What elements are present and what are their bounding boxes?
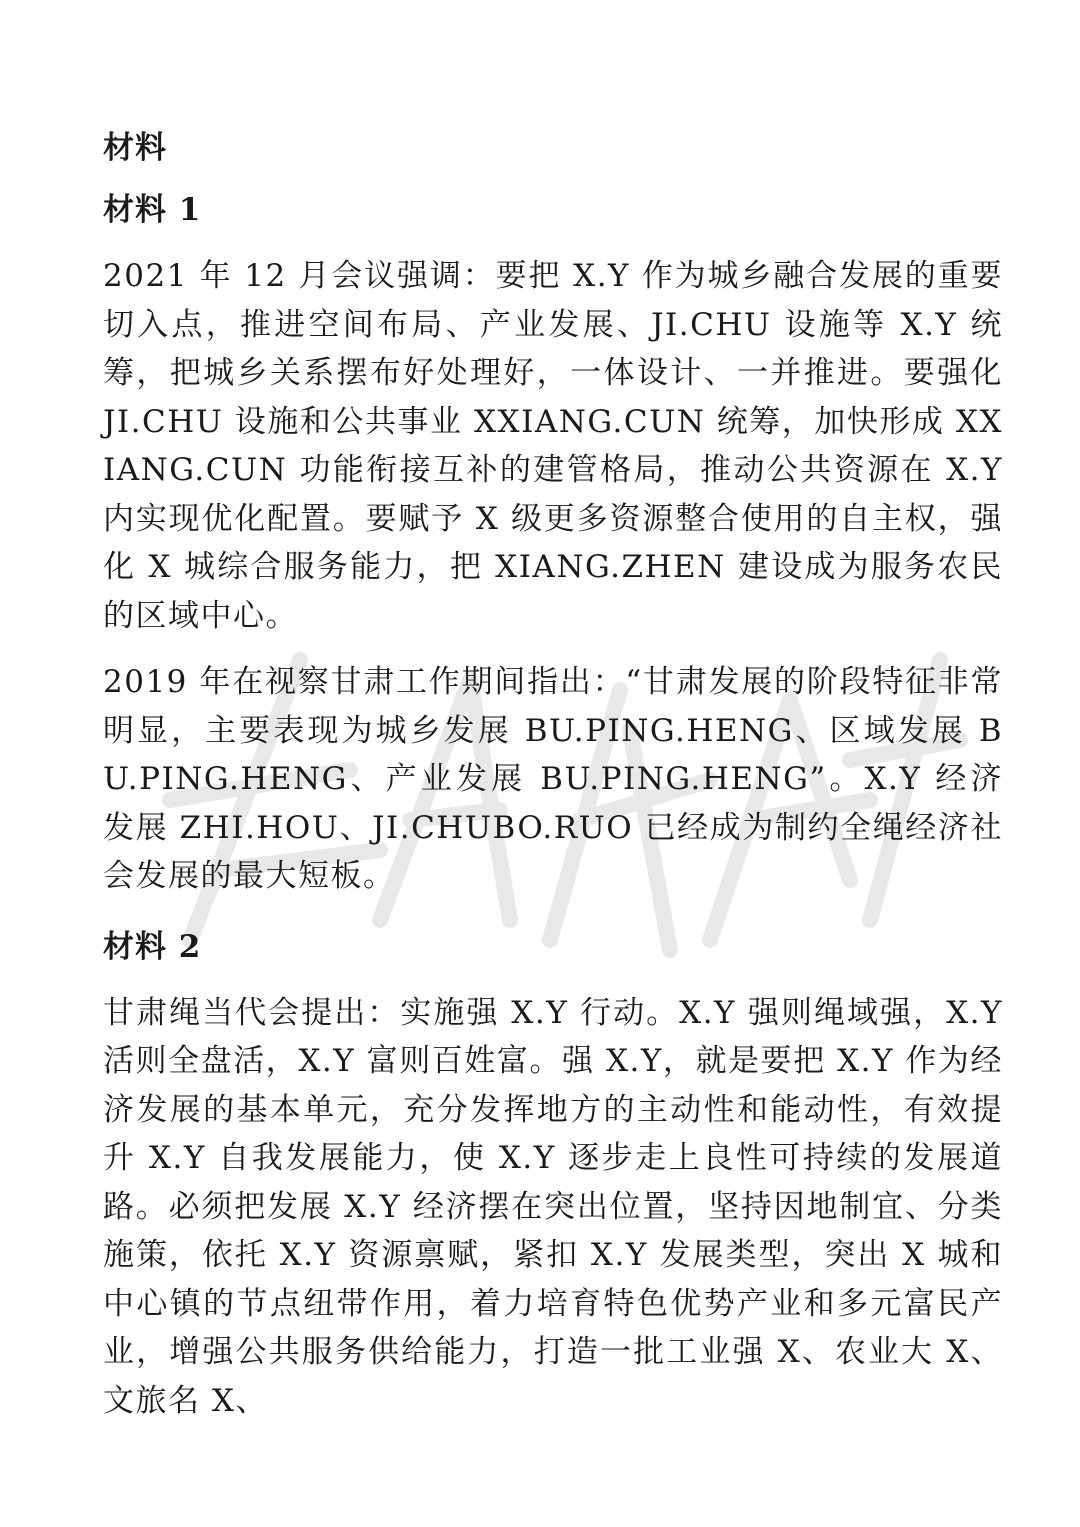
- document-page: [103, 120, 1003, 1443]
- body-paragraph: 2019 年在视察甘肃工作期间指出：“甘肃发展的阶段特征非常明显，主要表现为城乡发展 BU.PING.HENG、区域发展 BU.PING.HENG、产业发展 BU.PING.HENG”。X.Y 经济发展 ZHI.HOU、JI.CHUBO.RUO 已经成为制约全绳经济社会发展的最大短板。: [103, 664, 1003, 894]
- section-material-1: [103, 182, 1003, 901]
- body-paragraph: 甘肃绳当代会提出：实施强 X.Y 行动。X.Y 强则绳域强，X.Y 活则全盘活，X.Y 富则百姓富。强 X.Y，就是要把 X.Y 作为经济发展的基本单元，充分发挥地方的主动性和能动性，有效提升 X.Y 自我发展能力，使 X.Y 逐步走上良性可持续的发展道路。必须把发展 X.Y 经济摆在突出位置，坚持因地制宜、分类施策，依托 X.Y 资源禀赋，紧扣 X.Y 发展类型，突出 X 城和中心镇的节点纽带作用，着力培育特色优势产业和多元富民产业，增强公共服务供给能力，打造一批工业强 X、农业大 X、文旅名 X、: [103, 994, 1003, 1419]
- section-material-2: [103, 919, 1003, 1426]
- section-heading: 材料 2: [103, 928, 202, 965]
- section-heading: 材料 1: [103, 192, 202, 228]
- body-paragraph: 2021 年 12 月会议强调：要把 X.Y 作为城乡融合发展的重要切入点，推进空间布局、产业发展、JI.CHU 设施等 X.Y 统筹，把城乡关系摆布好处理好，一体设计、一并推进。要强化 JI.CHU 设施和公共事业 XXIANG.CUN 统筹，加快形成 XXIANG.CUN 功能衔接互补的建管格局，推动公共资源在 X.Y 内实现优化配置。要赋予 X 级更多资源整合使用的自主权，强化 X 城综合服务能力，把 XIANG.ZHEN 建设成为服务农民的区域中心。: [103, 258, 1003, 634]
- page-title: 材料: [103, 130, 167, 166]
